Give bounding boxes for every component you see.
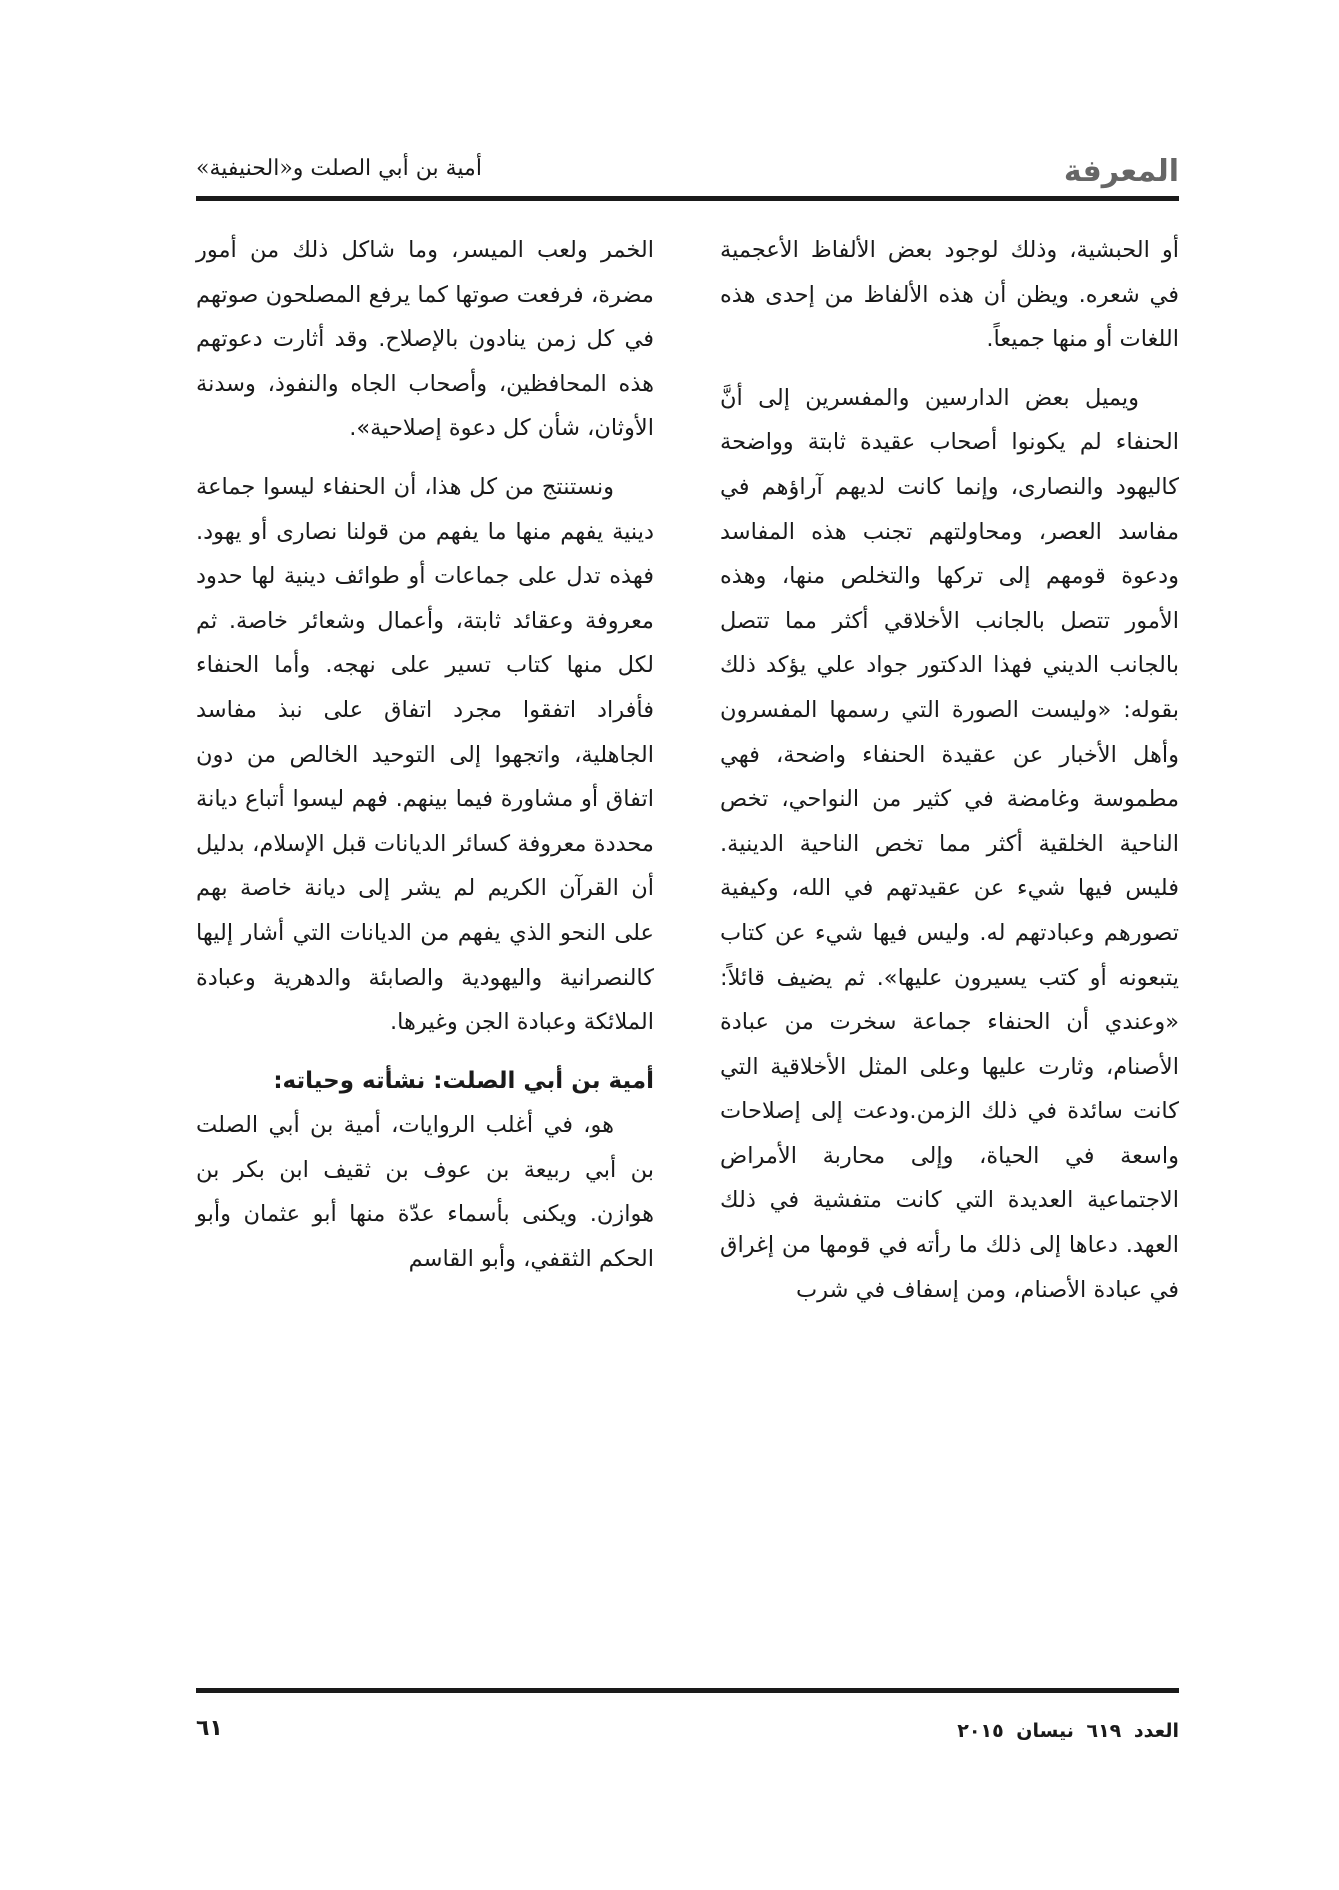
running-title: أمية بن أبي الصلت و«الحنيفية» [196,156,482,181]
left-column [196,228,654,1282]
paragraph: ونستنتج من كل هذا، أن الحنفاء ليسوا جماعة دينية يفهم منها ما يفهم من قولنا نصارى أو يهود. فهذه تدل على جماعات أو طوائف دينية لها حدود معروفة وعقائد ثابتة، وأعمال وشعائر خاصة. ثم لكل منها كتاب تسير على نهجه. وأما الحنفاء فأفراد اتفقوا مجرد اتفاق على نبذ مفاسد الجاهلية، واتجهوا إلى التوحيد الخالص من دون اتفاق أو مشاورة فيما بينهم. فهم ليسوا أتباع ديانة محددة معروفة كسائر الديانات قبل الإسلام، بدليل أن القرآن الكريم لم يشر إلى ديانة خاصة بهم على النحو الذي يفهم من الديانات التي أشار إليها كالنصرانية واليهودية والصابئة والدهرية وعبادة الملائكة وعبادة الجن وغيرها. [196,473,654,1036]
paragraph: ويميل بعض الدارسين والمفسرين إلى أنَّ الحنفاء لم يكونوا أصحاب عقيدة ثابتة وواضحة كاليهود والنصارى، وإنما كانت لديهم آراؤهم في مفاسد العصر، ومحاولتهم تجنب هذه المفاسد ودعوة قومهم إلى تركها والتخلص منها، وهذه الأمور تتصل بالجانب الأخلاقي أكثر مما تتصل بالجانب الديني فهذا الدكتور جواد علي يؤكد ذلك بقوله: «وليست الصورة التي رسمها المفسرون وأهل الأخبار عن عقيدة الحنفاء واضحة، فهي مطموسة وغامضة في كثير من النواحي، تخص الناحية الخلقية أكثر مما تخص الناحية الدينية. فليس فيها شيء عن عقيدتهم في الله، وكيفية تصورهم وعبادتهم له. وليس فيها شيء عن كتاب يتبعونه أو كتب يسيرون عليها». ثم يضيف قائلاً: «وعندي أن الحنفاء جماعة سخرت من عبادة الأصنام، وثارت عليها وعلى المثل الأخلاقية التي كانت سائدة في ذلك الزمن.ودعت إلى إصلاحات واسعة في الحياة، وإلى محاربة الأمراض الاجتماعية العديدة التي كانت متفشية في ذلك العهد. دعاها إلى ذلك ما رأته في قومها من إغراق في عبادة الأصنام، ومن إسفاف في شرب [720,384,1179,1303]
section-heading: أمية بن أبي الصلت: نشأته وحياته: [273,1067,654,1094]
paragraph: هو، في أغلب الروايات، أمية بن أبي الصلت بن أبي ربيعة بن عوف بن ثقيف ابن بكر بن هوازن. ويكنى بأسماء عدّة منها أبو عثمان وأبو الحكم الثقفي، وأبو القاسم [196,1112,654,1273]
page-number: ٦١ [196,1716,223,1741]
footer-rule [196,1688,1179,1693]
page-header [196,150,1179,196]
magazine-logo: المعرفة [1063,154,1179,189]
paragraph: أو الحبشية، وذلك لوجود بعض الألفاظ الأعجمية في شعره. ويظن أن هذه الألفاظ من إحدى هذه اللغات أو منها جميعاً. [720,237,1179,353]
issue-info: العدد ٦١٩ نيسان ٢٠١٥ [957,1720,1179,1742]
header-rule [196,196,1179,201]
right-column [720,228,1179,1312]
paragraph: الخمر ولعب الميسر، وما شاكل ذلك من أمور مضرة، فرفعت صوتها كما يرفع المصلحون صوتهم في كل زمن ينادون بالإصلاح. وقد أثارت دعوتهم هذه المحافظين، وأصحاب الجاه والنفوذ، وسدنة الأوثان، شأن كل دعوة إصلاحية». [196,237,654,442]
